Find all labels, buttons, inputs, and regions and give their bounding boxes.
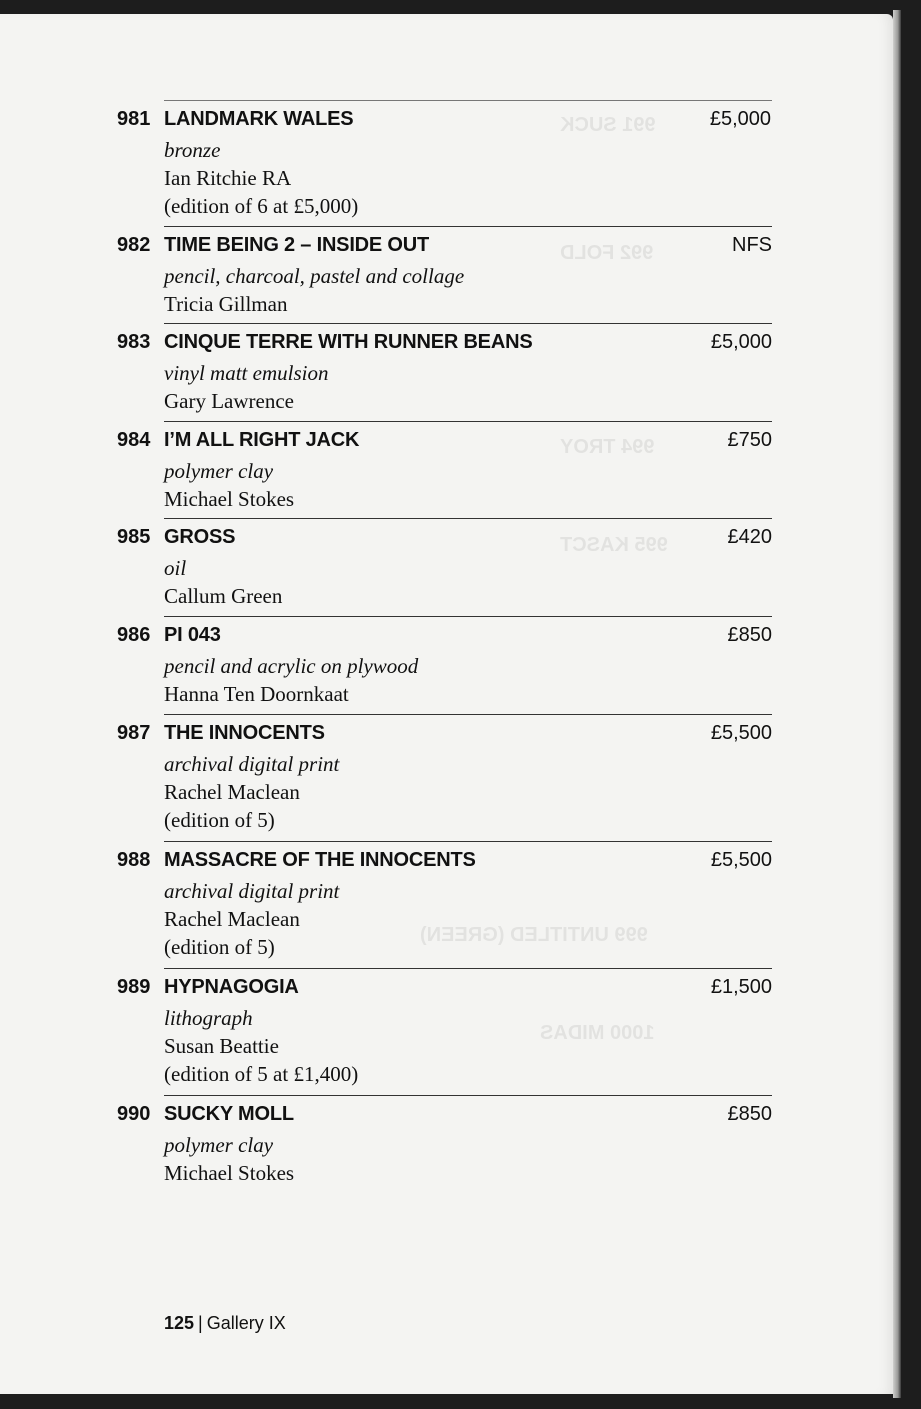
entry-title: SUCKY MOLL: [164, 1103, 294, 1125]
entry-number: 986: [117, 624, 151, 646]
entry-number: 989: [117, 976, 151, 998]
entry-price: £850: [727, 1103, 772, 1125]
entry-price: £750: [727, 429, 772, 451]
entry-985: [117, 518, 772, 616]
entry-number: 987: [117, 722, 151, 744]
entry-artist: Michael Stokes: [164, 487, 295, 511]
entry-981: [0, 86, 893, 218]
catalogue-page: [0, 14, 893, 1394]
entry-number: 990: [117, 1103, 151, 1125]
entry-medium: archival digital print: [164, 879, 340, 903]
page-number: 125: [164, 1313, 195, 1333]
entry-artist: Susan Beattie: [164, 1034, 279, 1058]
entry-price: £5,500: [710, 849, 772, 871]
entry-medium: lithograph: [164, 1006, 253, 1030]
entry-price: £5,000: [709, 108, 771, 130]
entry-number: 984: [117, 429, 151, 451]
entry-986: [117, 616, 772, 714]
entry-edition: (edition of 5 at £1,400): [164, 1062, 359, 1086]
entry-title: HYPNAGOGIA: [164, 976, 299, 998]
entry-title: I’M ALL RIGHT JACK: [164, 429, 360, 451]
entry-title: THE INNOCENTS: [164, 722, 325, 744]
entry-edition: (edition of 5): [164, 935, 275, 959]
entry-medium: pencil and acrylic on plywood: [164, 654, 419, 678]
entry-price: NFS: [732, 234, 772, 256]
show-through-decoration: 992 FOLD: [560, 242, 654, 264]
entry-number: 985: [117, 526, 151, 548]
entry-edition: (edition of 6 at £5,000): [164, 194, 359, 218]
show-through-decoration: 994 TROY: [560, 436, 655, 458]
entry-990: [117, 1095, 772, 1193]
page-edge-decoration: [893, 10, 901, 1398]
section-name: Gallery IX: [206, 1313, 286, 1333]
entry-price: £850: [727, 624, 772, 646]
entry-987: [117, 714, 772, 841]
entry-988: [117, 841, 772, 968]
entry-artist: Tricia Gillman: [164, 292, 288, 316]
entry-artist: Rachel Maclean: [164, 907, 300, 931]
entry-artist: Ian Ritchie RA: [164, 166, 292, 190]
entry-number: 988: [117, 849, 151, 871]
entry-medium: vinyl matt emulsion: [164, 361, 329, 385]
entry-price: £1,500: [710, 976, 772, 998]
entry-number: 981: [117, 108, 151, 130]
entry-medium: bronze: [164, 138, 221, 162]
entry-artist: Michael Stokes: [164, 1161, 295, 1185]
entry-artist: Gary Lawrence: [164, 389, 294, 413]
show-through-decoration: 999 UNTITLED (GREEN): [420, 924, 648, 946]
entry-artist: Callum Green: [164, 584, 283, 608]
entry-medium: polymer clay: [164, 459, 274, 483]
entry-title: MASSACRE OF THE INNOCENTS: [164, 849, 476, 871]
entry-medium: oil: [164, 556, 187, 580]
entry-price: £5,000: [710, 331, 772, 353]
entry-price: £420: [727, 526, 772, 548]
entry-title: GROSS: [164, 526, 236, 548]
entry-price: £5,500: [710, 722, 772, 744]
page-footer: [164, 1313, 286, 1334]
entry-top-rule: [164, 100, 772, 101]
entry-984: [117, 421, 772, 519]
entry-982: [117, 226, 772, 324]
entry-983: [117, 323, 772, 421]
entry-medium: polymer clay: [164, 1133, 274, 1157]
entry-number: 982: [117, 234, 151, 256]
entry-artist: Hanna Ten Doornkaat: [164, 682, 349, 706]
entry-artist: Rachel Maclean: [164, 780, 300, 804]
entry-title: TIME BEING 2 – INSIDE OUT: [164, 234, 430, 256]
entry-number: 983: [117, 331, 151, 353]
entry-medium: archival digital print: [164, 752, 340, 776]
entry-medium: pencil, charcoal, pastel and collage: [164, 264, 465, 288]
entry-title: PI 043: [164, 624, 221, 646]
entry-989: [117, 968, 772, 1095]
show-through-decoration: 1000 MIDAS: [540, 1022, 655, 1044]
footer-separator: |: [198, 1313, 203, 1333]
entry-title: LANDMARK WALES: [164, 108, 354, 130]
entry-edition: (edition of 5): [164, 808, 275, 832]
show-through-decoration: 991 SUCK: [560, 114, 656, 136]
show-through-decoration: 995 KASCT: [560, 534, 668, 556]
entry-title: CINQUE TERRE WITH RUNNER BEANS: [164, 331, 533, 353]
